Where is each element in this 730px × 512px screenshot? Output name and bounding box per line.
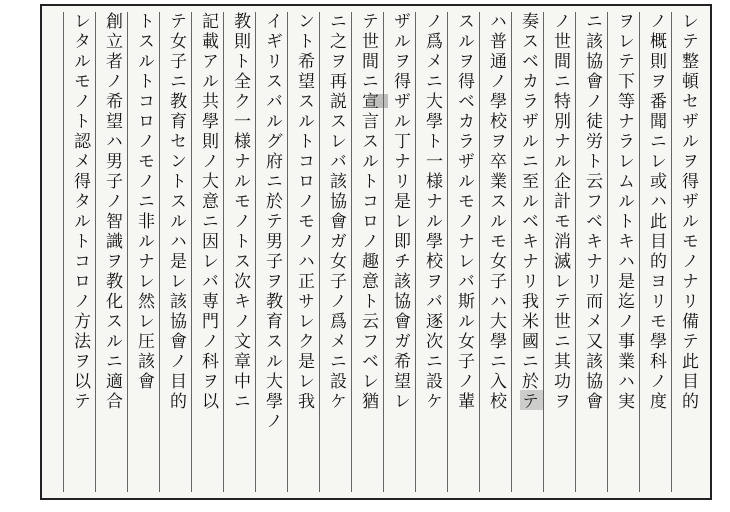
text-column: ノ世間ニ特別ナル企計モ消滅レテ世ニ其功ヲ [550,12,570,412]
text-column: スルヲ得ベカラザルモノナレバ斯ル女子ノ輩 [454,12,474,412]
text-column: レタルモノト認メ得タルトコロノ方法ヲ以テ [70,12,90,412]
text-column: 教則ト全ク一様ナルモノトス次キノ文章中ニ [230,12,250,412]
column-rule [159,12,160,492]
text-column: ヲレテ下等ナラレムルトキハ是迄ノ事業ハ実 [614,12,634,412]
text-column: 奏スベカラザルニ至ルベキナリ我米國ニ於テ [518,12,538,412]
text-column: ノ爲メニ大學ト一様ナル學校ヲバ逐次ニ設ケ [422,12,442,412]
column-rule [191,12,192,492]
text-column: トスルトコロノモノニ非ルナレ然レ圧該會 [134,12,154,392]
column-rule [95,12,96,492]
column-rule [287,12,288,492]
text-column: ザルヲ得ザル丁ナリ是レ即チ該協會ガ希望レ [390,12,410,412]
column-rule [543,12,544,492]
text-column: ノ概則ヲ番聞ニレ或ハ此目的ヨリモ學科ノ度 [646,12,666,412]
column-rule [383,12,384,492]
scan-blemish [520,390,544,410]
scan-blemish [368,94,388,108]
column-rule [63,12,64,492]
text-column: ハ普通ノ學校ヲ卒業スルモ女子ハ大學ニ入校 [486,12,506,412]
column-rule [223,12,224,492]
text-column: ニ之ヲ再説スレバ該協會ガ女子ノ爲メニ設ケ [326,12,346,412]
column-rule [607,12,608,492]
column-rule [351,12,352,492]
document-page [40,4,712,500]
text-column: テ世間ニ宣言スルトコロノ趣意ト云フベレ猶 [358,12,378,412]
column-rule [255,12,256,492]
text-column: イギリスバルグ府ニ於テ男子ヲ教育スル大學ノ [262,12,282,432]
vertical-text-grid [48,12,704,492]
column-rule [511,12,512,492]
column-rule [319,12,320,492]
column-rule [447,12,448,492]
text-column: ント希望スルトコロノモノハ正サレク是レ我 [294,12,314,412]
column-rule [479,12,480,492]
column-rule [575,12,576,492]
column-rule [671,12,672,492]
text-column: ニ該協會ノ徒労ト云フベキナリ而メ又該協會 [582,12,602,412]
text-column: 創立者ノ希望ハ男子ノ智識ヲ教化スルニ適合 [102,12,122,412]
column-rule [639,12,640,492]
text-column: レテ整頓セザルヲ得ザルモノナリ備テ此目的 [678,12,698,412]
text-column: テ女子ニ教育セントスルハ是レ該協會ノ目的 [166,12,186,412]
column-rule [127,12,128,492]
column-rule [415,12,416,492]
text-column: 記載アル共學則ノ大意ニ因レバ専門ノ科ヲ以 [198,12,218,412]
